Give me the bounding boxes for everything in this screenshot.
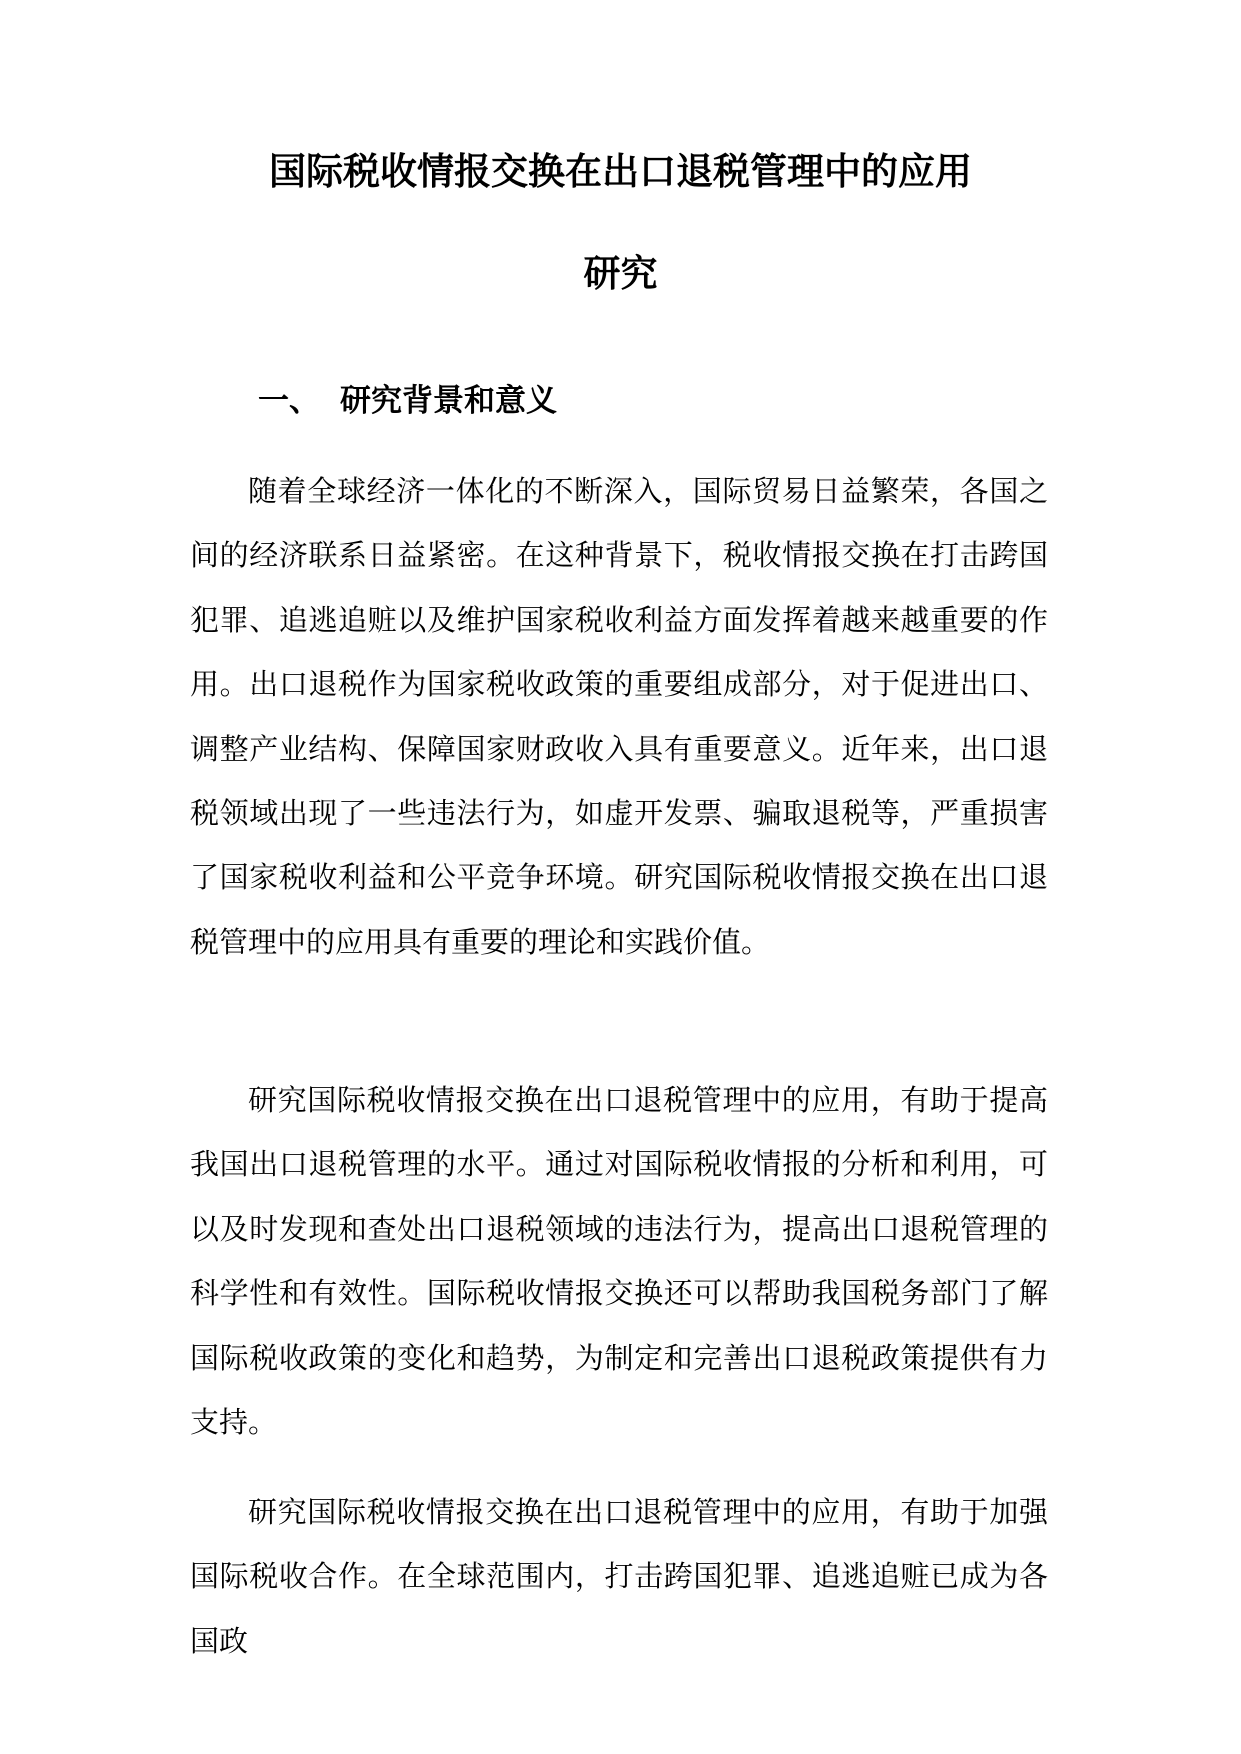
section-heading (258, 381, 557, 421)
paragraph-3: 研究国际税收情报交换在出口退税管理中的应用，有助于加强国际税收合作。在全球范围内，打击跨国犯罪、追逃追赃已成为各国政 (190, 1495, 1048, 1658)
paragraph-1: 随着全球经济一体化的不断深入，国际贸易日益繁荣，各国之间的经济联系日益紧密。在这种背景下，税收情报交换在打击跨国犯罪、追逃追赃以及维护国家税收利益方面发挥着越来越重要的作用。出口退税作为国家税收政策的重要组成部分，对于促进出口、调整产业结构、保障国家财政收入具有重要意义。近年来，出口退税领域出现了一些违法行为，如虚开发票、骗取退税等，严重损害了国家税收利益和公平竞争环境。研究国际税收情报交换在出口退税管理中的应用具有重要的理论和实践价值。 (190, 474, 1048, 959)
paragraph-2: 研究国际税收情报交换在出口退税管理中的应用，有助于提高我国出口退税管理的水平。通过对国际税收情报的分析和利用，可以及时发现和查处出口退税领域的违法行为，提高出口退税管理的科学性和有效性。国际税收情报交换还可以帮助我国税务部门了解国际税收政策的变化和趋势，为制定和完善出口退税政策提供有力支持。 (190, 1083, 1048, 1440)
section-number: 一、 (258, 383, 320, 419)
section-heading-text: 研究背景和意义 (340, 383, 557, 419)
document-title-line-2: 研究 (583, 252, 658, 295)
document-title-line-1: 国际税收情报交换在出口退税管理中的应用 (269, 150, 972, 193)
